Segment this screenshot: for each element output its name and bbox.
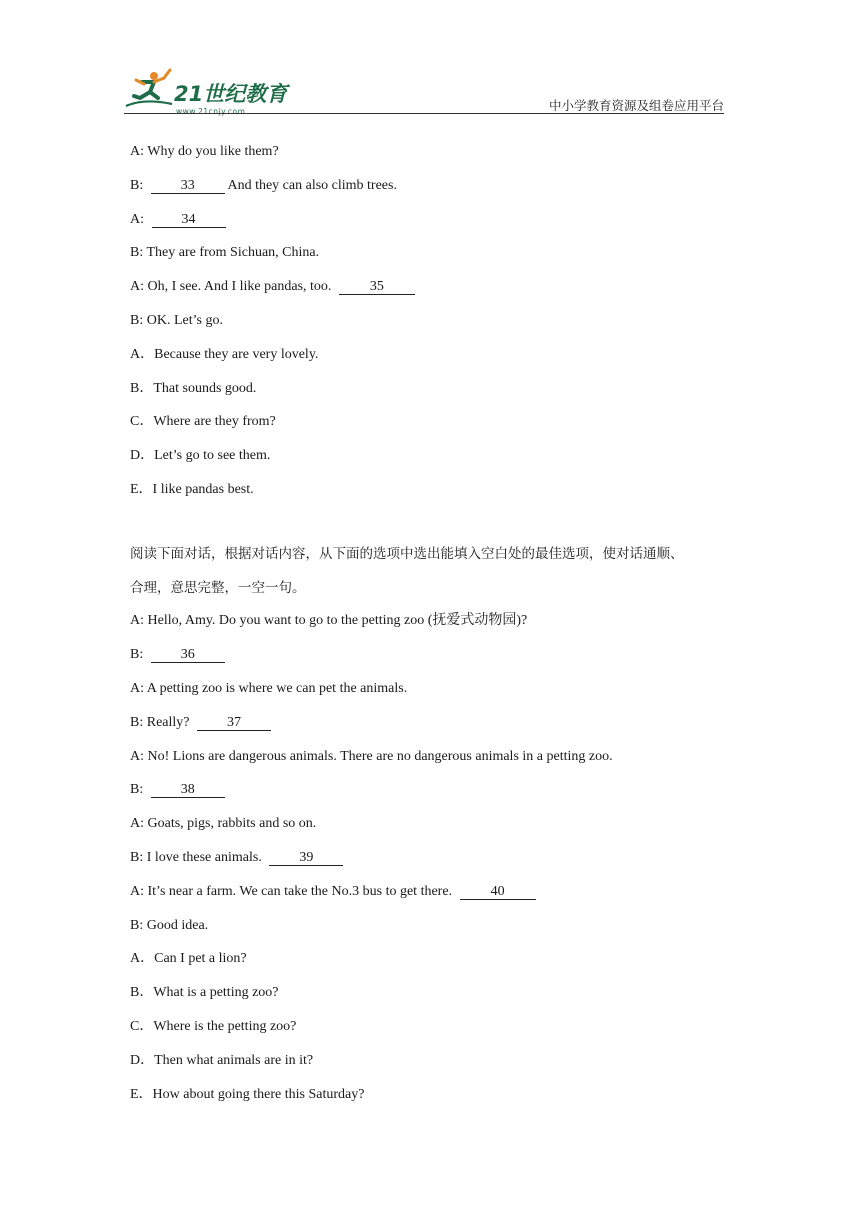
speaker-label: B: <box>130 917 147 933</box>
site-tagline: 中小学教育资源及组卷应用平台 <box>548 98 724 113</box>
answer-option: A．Can I pet a lion? <box>130 951 247 967</box>
runner-logo-icon <box>124 68 176 112</box>
dialogue-text: They are from Sichuan, China. <box>146 245 320 261</box>
dialogue-line <box>130 210 750 244</box>
dialogue-line <box>130 645 750 679</box>
answer-option: B．What is a petting zoo? <box>130 985 279 1001</box>
page-header <box>124 62 724 116</box>
answer-blank: 40 <box>460 884 536 900</box>
dialogue-line <box>130 848 750 882</box>
answer-blank: 39 <box>269 850 343 866</box>
answer-blank: 34 <box>152 212 226 228</box>
speaker-label: A: <box>130 144 148 159</box>
dialogue-line <box>130 277 750 311</box>
instruction-line: 合理，意思完整，一空一句。 <box>130 579 306 596</box>
dialogue-text: I love these animals. <box>146 849 266 865</box>
document-body <box>130 142 750 1118</box>
dialogue-line <box>130 882 750 916</box>
speaker-label: B: <box>130 782 147 798</box>
answer-option: C．Where are they from? <box>130 414 276 430</box>
speaker-label: B: <box>130 714 147 730</box>
logo-url: www.21cnjy.com <box>176 107 246 116</box>
dialogue-line <box>130 747 750 781</box>
speaker-label: B: <box>130 849 147 865</box>
speaker-label: A: <box>130 816 148 832</box>
dialogue-line <box>130 311 750 345</box>
speaker-label: A: <box>130 613 148 629</box>
answer-option: A．Because they are very lovely. <box>130 346 319 362</box>
speaker-label: B: <box>130 647 147 663</box>
answer-option: B．That sounds good. <box>130 380 257 396</box>
dialogue-line <box>130 916 750 950</box>
answer-option: E．I like pandas best. <box>130 481 254 497</box>
speaker-label: A: <box>130 279 148 295</box>
dialogue-line <box>130 243 750 277</box>
logo-wordmark: 21世纪教育 <box>174 82 288 106</box>
options-2 <box>130 949 750 1118</box>
answer-blank: 33 <box>151 178 225 194</box>
dialogue-line <box>130 679 750 713</box>
options-1 <box>130 345 750 514</box>
dialogue-line <box>130 176 750 210</box>
speaker-label: A: <box>130 748 148 764</box>
answer-blank: 36 <box>151 647 225 663</box>
dialogue-text: Oh, I see. And I like pandas, too. <box>147 279 335 295</box>
instruction-line: 阅读下面对话，根据对话内容，从下面的选项中选出能填入空白处的最佳选项，使对话通顺、 <box>130 545 684 562</box>
dialogue-line <box>130 611 750 645</box>
answer-option: E．How about going there this Saturday? <box>130 1086 365 1102</box>
dialogue-2 <box>130 611 750 949</box>
dialogue-text: Good idea. <box>146 917 209 933</box>
answer-option: D．Then what animals are in it? <box>130 1052 314 1068</box>
dialogue-text: It’s near a farm. We can take the No.3 bus to get there. <box>147 883 456 899</box>
dialogue-text: Really? <box>146 714 193 730</box>
dialogue-text: OK. Let’s go. <box>146 312 223 328</box>
dialogue-line <box>130 814 750 848</box>
header-divider <box>124 113 724 114</box>
dialogue-text: No! Lions are dangerous animals. There are no dangerous animals in a petting zoo. <box>147 748 613 764</box>
speaker-label: B: <box>130 245 147 261</box>
speaker-label: A: <box>130 883 148 899</box>
instructions-2 <box>130 544 750 612</box>
dialogue-text: A petting zoo is where we can pet the animals. <box>146 680 408 696</box>
section-gap <box>130 514 750 544</box>
dialogue-text-after: And they can also climb trees. <box>224 177 397 193</box>
dialogue-line <box>130 780 750 814</box>
speaker-label: A: <box>130 680 147 696</box>
speaker-label: B: <box>130 177 147 193</box>
dialogue-line <box>130 713 750 747</box>
answer-option: D．Let’s go to see them. <box>130 448 271 464</box>
answer-blank: 37 <box>197 715 271 731</box>
dialogue-1 <box>130 142 750 345</box>
speaker-label: B: <box>130 312 147 328</box>
dialogue-line <box>130 142 750 176</box>
answer-blank: 38 <box>151 782 225 798</box>
answer-blank: 35 <box>339 279 415 295</box>
logo <box>124 68 294 114</box>
dialogue-text: Goats, pigs, rabbits and so on. <box>147 816 317 832</box>
dialogue-text: Why do you like them? <box>147 144 279 159</box>
dialogue-text: Hello, Amy. Do you want to go to the petting zoo (抚爱式动物园)? <box>147 613 528 629</box>
answer-option: C．Where is the petting zoo? <box>130 1018 297 1034</box>
speaker-label: A: <box>130 211 148 227</box>
